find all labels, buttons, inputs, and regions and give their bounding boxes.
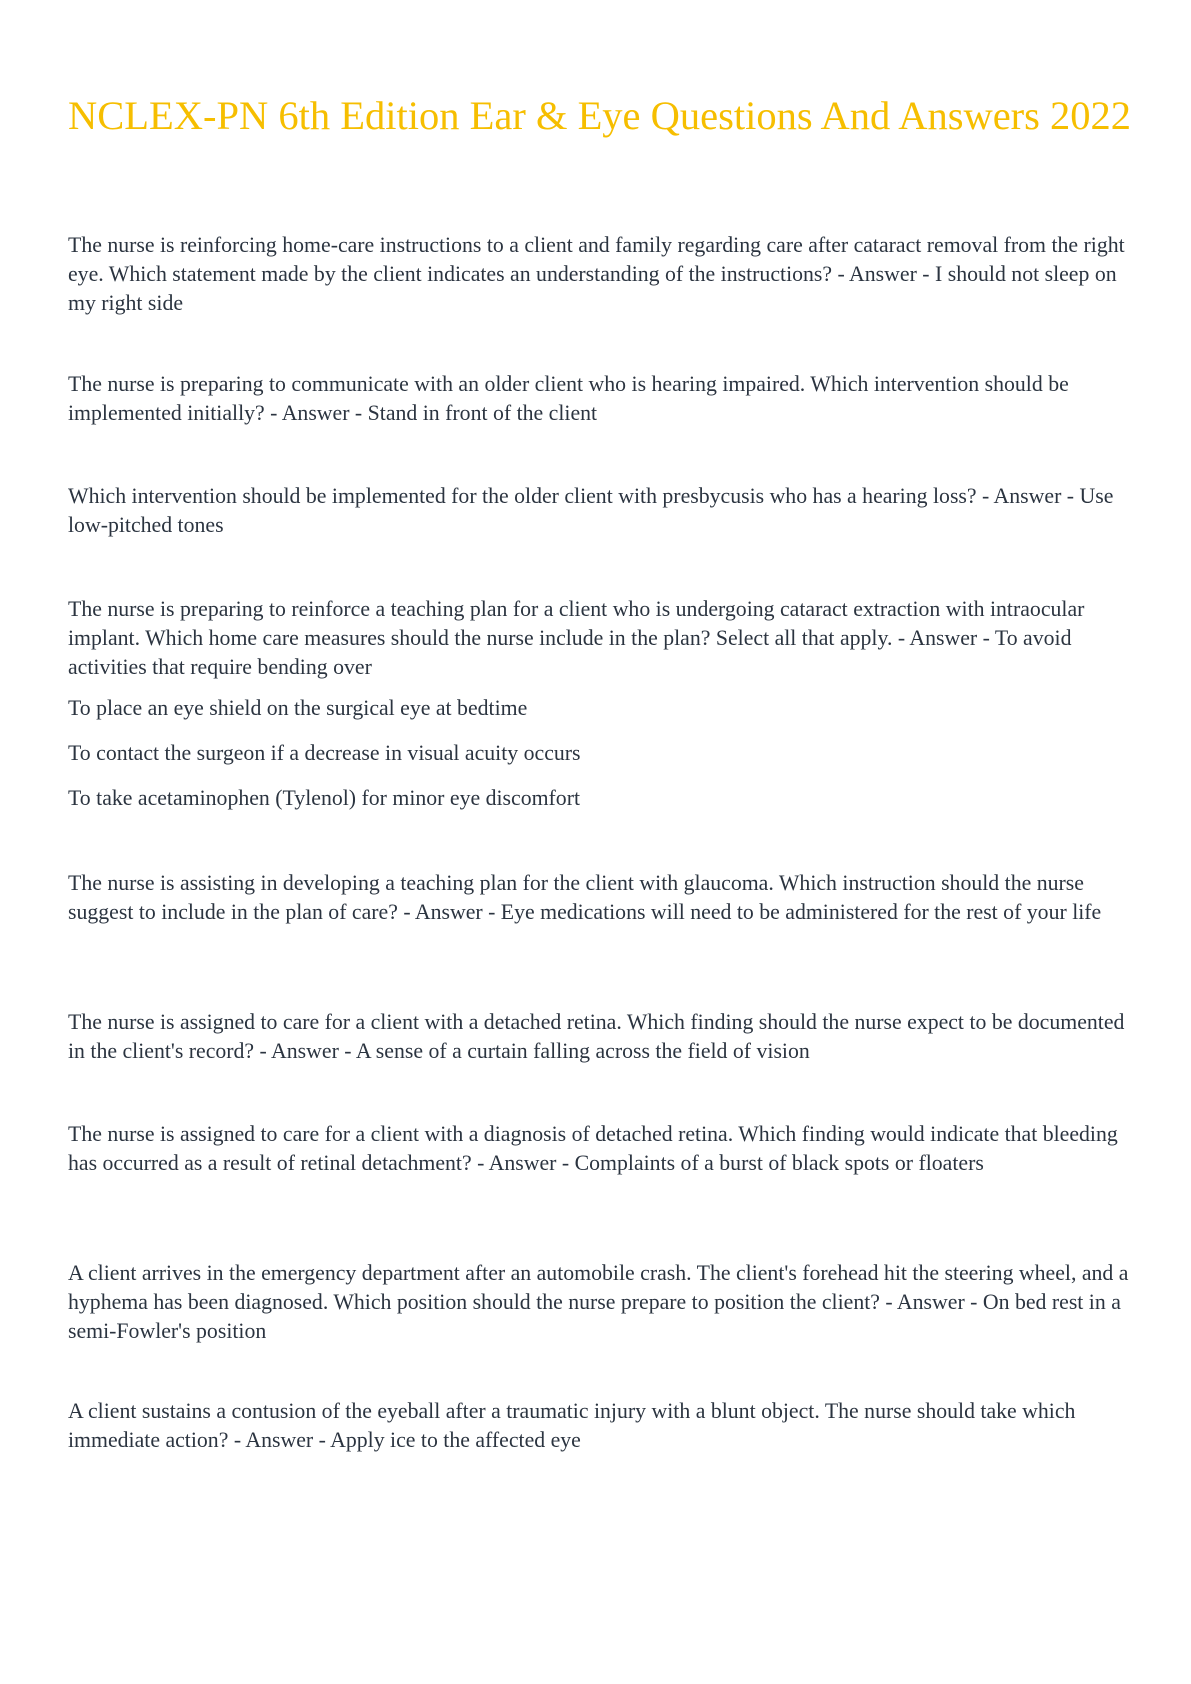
document-title: NCLEX-PN 6th Edition Ear & Eye Questions And Answers 2022	[68, 93, 1132, 138]
answer-text: Use low-pitched tones	[68, 484, 1114, 537]
answer-separator: - Answer -	[228, 1428, 331, 1452]
answer-separator: - Answer -	[397, 900, 501, 924]
qa-item-6	[68, 1008, 1143, 1066]
answer-separator: - Answer -	[892, 626, 995, 650]
additional-answer: To take acetaminophen (Tylenol) for minor eye discomfort	[68, 786, 581, 810]
additional-answer: To place an eye shield on the surgical eye at bedtime	[68, 696, 528, 720]
question-text: Which intervention should be implemented for the older client with presbycusis who has a hearing loss?	[68, 484, 977, 508]
qa-item-5	[68, 869, 1143, 927]
answer-text: A sense of a curtain falling across the field of vision	[355, 1039, 810, 1063]
answer-separator: - Answer -	[471, 1151, 575, 1175]
question-text: A client arrives in the emergency department after an automobile crash. The client's forehead hit the steering wheel, and a hyphema has been diagnosed. Which position should the nurse prepare to position the client?	[68, 1261, 1129, 1314]
additional-answer: To contact the surgeon if a decrease in visual acuity occurs	[68, 741, 581, 765]
qa-item-9	[68, 1397, 1143, 1455]
answer-text: Complaints of a burst of black spots or floaters	[574, 1151, 984, 1175]
answer-text: On bed rest in a semi-Fowler's position	[68, 1290, 1121, 1343]
answer-separator: - Answer -	[832, 262, 935, 286]
question-text: The nurse is preparing to communicate with an older client who is hearing impaired. Which intervention should be implemented initially?	[68, 372, 1069, 425]
answer-text: Eye medications will need to be administered for the rest of your life	[500, 900, 1102, 924]
answer-text: I should not sleep on my right side	[68, 262, 1117, 315]
qa-item-2	[68, 370, 1143, 428]
answer-separator: - Answer -	[976, 484, 1080, 508]
question-text: The nurse is preparing to reinforce a teaching plan for a client who is undergoing cataract extraction with intraocular implant. Which home care measures should the nurse include in the plan? Select all that apply.	[68, 597, 1085, 650]
qa-item-3	[68, 482, 1143, 540]
answer-separator: - Answer -	[879, 1290, 983, 1314]
question-text: The nurse is assisting in developing a teaching plan for the client with glaucoma. Which instruction should the nurse suggest to include in the plan of care?	[68, 871, 1084, 924]
question-text: The nurse is reinforcing home-care instructions to a client and family regarding care after cataract removal from the right eye. Which statement made by the client indicates an understanding of the instructions?	[68, 233, 1125, 286]
question-text: A client sustains a contusion of the eyeball after a traumatic injury with a blunt object. The nurse should take which immediate action?	[68, 1399, 1076, 1452]
qa-item-8	[68, 1259, 1143, 1346]
answer-text: Stand in front of the client	[367, 401, 598, 425]
qa-item-1	[68, 231, 1143, 318]
answer-text: To avoid activities that require bending over	[68, 626, 1072, 679]
qa-item-7	[68, 1120, 1143, 1178]
question-text: The nurse is assigned to care for a client with a detached retina. Which finding should the nurse expect to be documented in the client's record?	[68, 1010, 1125, 1063]
answer-separator: - Answer -	[264, 401, 368, 425]
answer-text: Apply ice to the affected eye	[330, 1428, 581, 1452]
answer-separator: - Answer -	[254, 1039, 356, 1063]
question-text: The nurse is assigned to care for a client with a diagnosis of detached retina. Which finding would indicate that bleeding has occurred as a result of retinal detachment?	[68, 1122, 1118, 1175]
qa-item-4	[68, 595, 1143, 682]
